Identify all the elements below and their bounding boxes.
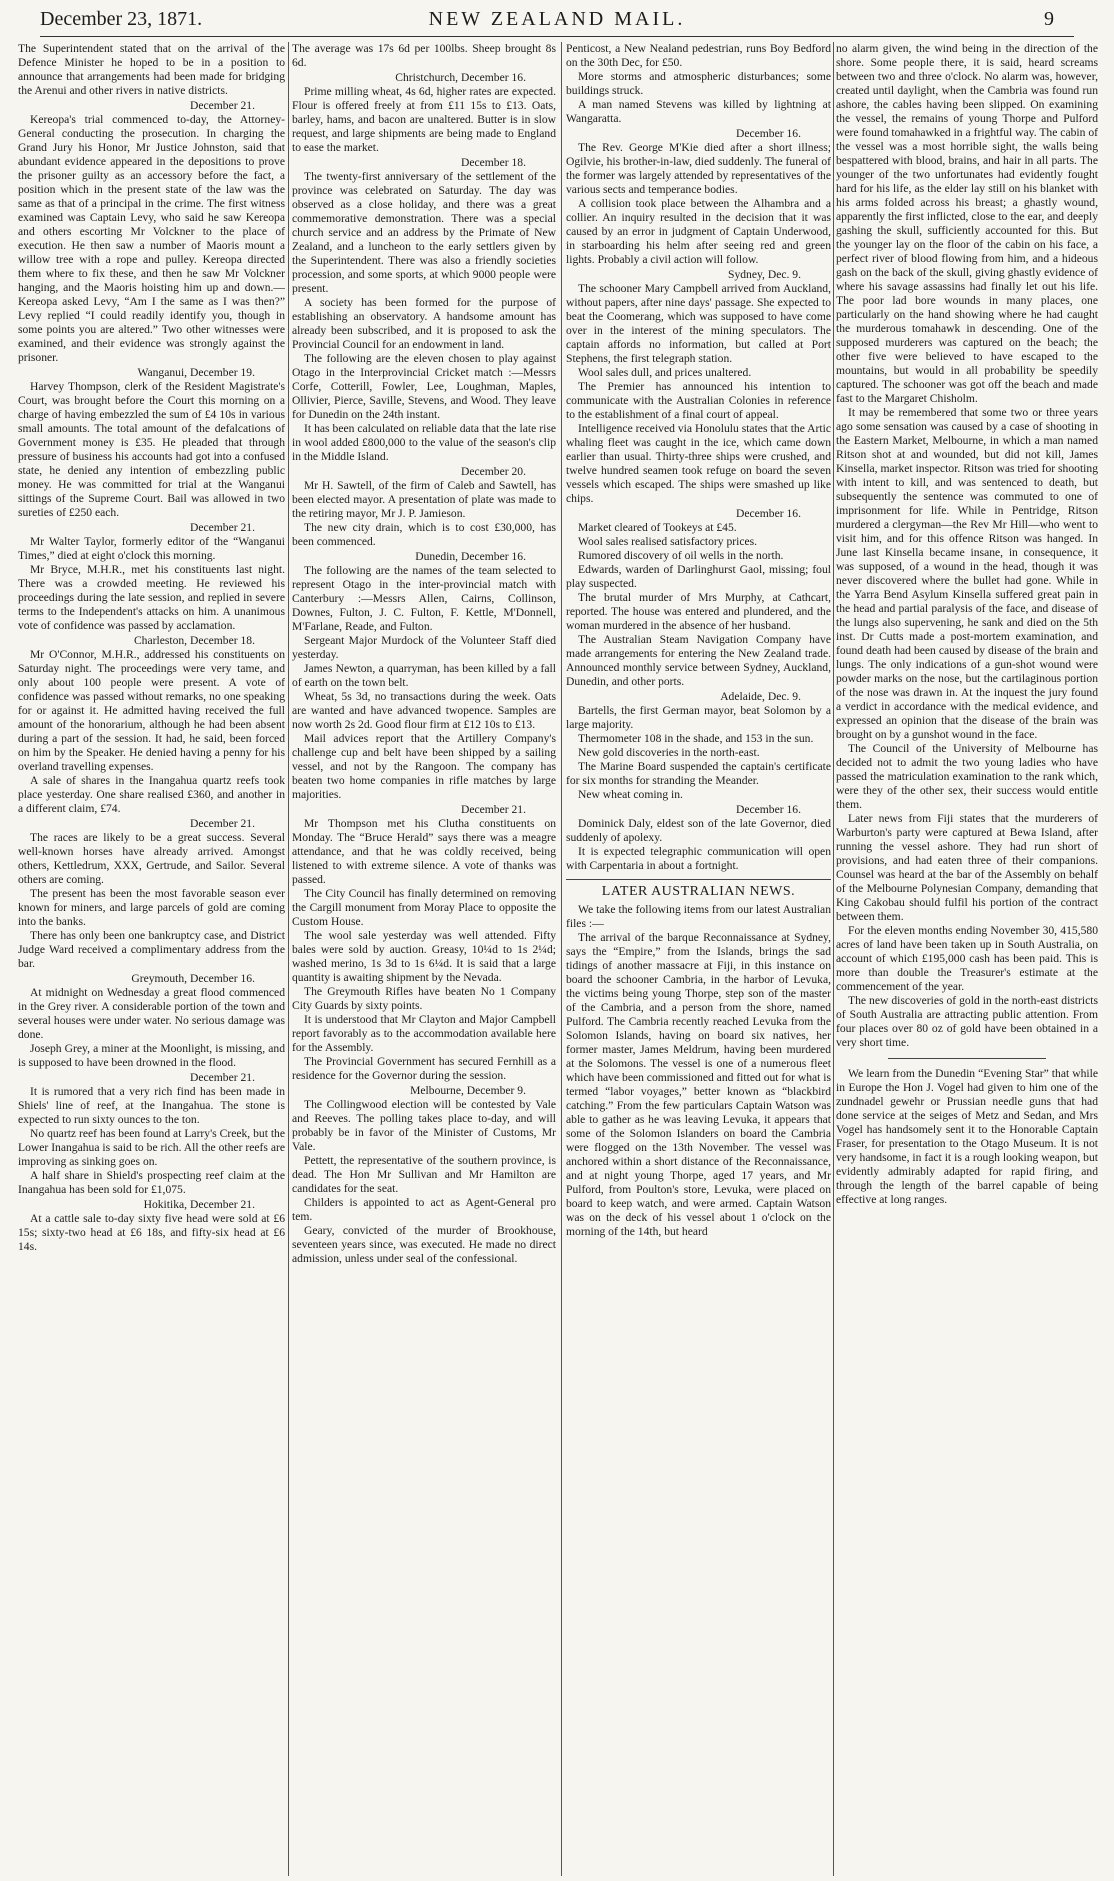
article-paragraph: It is expected telegraphic communication will open with Carpentaria in about a fortnight. xyxy=(566,845,831,872)
article-paragraph: Wheat, 5s 3d, no transactions during the week. Oats are wanted and have advanced twopence. Samples are now worth 2s 2d. Good flour firm at £12 10s to £13. xyxy=(292,690,556,731)
column-4 xyxy=(836,42,1098,1878)
article-paragraph: The average was 17s 6d per 100lbs. Sheep brought 8s 6d. xyxy=(292,42,556,69)
article-paragraph: Mr Bryce, M.H.R., met his constituents last night. There was a crowded meeting. He reviewed his proceedings during the late session, and replied in severe terms to the Independent's attacks on him. A unanimous vote of confidence was passed by acclamation. xyxy=(18,563,285,632)
dateline: Wanganui, December 19. xyxy=(137,366,255,379)
column-divider xyxy=(561,42,562,1876)
article-paragraph: Dominick Daly, eldest son of the late Governor, died suddenly of apolexy. xyxy=(566,817,831,844)
column-divider xyxy=(833,42,834,1876)
article-paragraph: The Marine Board suspended the captain's certificate for six months for stranding the Meander. xyxy=(566,760,831,787)
article-paragraph: Pettett, the representative of the southern province, is dead. The Hon Mr Sullivan and Mr Hamilton are candidates for the seat. xyxy=(292,1154,556,1195)
article-paragraph: The wool sale yesterday was well attended. Fifty bales were sold by auction. Greasy, 10¼d to 1s 2¼d; washed merino, 1s 3d to 1s 6¼d. It is said that a large quantity is awaiting shipment by the Nevada. xyxy=(292,929,556,984)
article-paragraph: For the eleven months ending November 30, 415,580 acres of land have been taken up in South Australia, on account of which £195,000 cash has been paid. This is more than double the Treasurer's estimate at the commencement of the year. xyxy=(836,924,1098,993)
article-paragraph: A man named Stevens was killed by lightning at Wangaratta. xyxy=(566,98,831,125)
article-paragraph: The Premier has announced his intention to communicate with the Australian Colonies in reference to the establishment of a final court of appeal. xyxy=(566,380,831,421)
dateline: December 21. xyxy=(189,521,255,534)
article-paragraph: Edwards, warden of Darlinghurst Gaol, missing; foul play suspected. xyxy=(566,563,831,590)
article-paragraph: The Superintendent stated that on the arrival of the Defence Minister he hoped to be in a position to announce that arrangements had been made for bridging the Arenui and other rivers in native districts. xyxy=(18,42,285,97)
article-paragraph: Market cleared of Tookeys at £45. xyxy=(578,521,737,534)
article-paragraph: Mr Thompson met his Clutha constituents on Monday. The “Bruce Herald” says there was a meagre attendance, and that he was coldly received, being listened to with extreme silence. A vote of thanks was passed. xyxy=(292,817,556,886)
article-paragraph: A half share in Shield's prospecting reef claim at the Inangahua has been sold for £1,075. xyxy=(18,1169,285,1196)
article-paragraph: New gold discoveries in the north-east. xyxy=(578,746,760,759)
article-paragraph: Penticost, a New Nealand pedestrian, runs Boy Bedford on the 30th Dec, for £50. xyxy=(566,42,831,69)
article-paragraph: It is rumored that a very rich find has been made in Shiels' line of reef, at the Inangahua. The stone is expected to run sixty ounces to the ton. xyxy=(18,1085,285,1126)
article-paragraph: Sergeant Major Murdock of the Volunteer Staff died yesterday. xyxy=(292,634,556,661)
article-paragraph: No quartz reef has been found at Larry's Creek, but the Lower Inangahua is said to be rich. All the other reefs are improving as sinking goes on. xyxy=(18,1127,285,1168)
article-paragraph: Mr H. Sawtell, of the firm of Caleb and Sawtell, has been elected mayor. A presentation of plate was made to the retiring mayor, Mr J. P. Jamieson. xyxy=(292,479,556,520)
dateline: Greymouth, December 16. xyxy=(131,972,255,985)
article-paragraph: A society has been formed for the purpose of establishing an observatory. A handsome amount has already been subscribed, and it is proposed to ask the Provincial Council for an endowment in land. xyxy=(292,296,556,351)
article-paragraph: The Rev. George M'Kie died after a short illness; Ogilvie, his brother-in-law, died suddenly. The funeral of the former was largely attended by representatives of the various sects and temperance bodies. xyxy=(566,141,831,196)
article-paragraph: The following are the names of the team selected to represent Otago in the inter-provincial match with Canterbury :—Messrs Allen, Cairns, Collinson, Downes, Fulton, J. C. Fulton, F. Kettle, M'Donnell, M'Farlane, Reade, and Fulton. xyxy=(292,564,556,633)
article-paragraph: Childers is appointed to act as Agent-General pro tem. xyxy=(292,1196,556,1223)
article-paragraph: Bartells, the first German mayor, beat Solomon by a large majority. xyxy=(566,704,831,731)
article-paragraph: New wheat coming in. xyxy=(578,788,683,801)
article-paragraph: There has only been one bankruptcy case, and District Judge Ward received a complimentary address from the bar. xyxy=(18,929,285,970)
article-paragraph: Mail advices report that the Artillery Company's challenge cup and belt have been shipped by a sailing vessel, and not by the Rangoon. The company has beaten two home companies in rifle matches by large majorities. xyxy=(292,732,556,801)
newspaper-title: NEW ZEALAND MAIL. xyxy=(428,8,686,30)
column-1 xyxy=(18,42,285,1878)
article-paragraph: The races are likely to be a great success. Several well-known horses have already arrived. Amongst others, Kettledrum, XXX, Gertrude, and Sailor. Several others are coming. xyxy=(18,831,285,886)
article-paragraph: Thermometer 108 in the shade, and 153 in the sun. xyxy=(578,732,814,745)
article-paragraph: Prime milling wheat, 4s 6d, higher rates are expected. Flour is offered freely at from £11 15s to £13. Oats, barley, hams, and bacon are unaltered. Butter is in slow request, and large shipments are being made to England to ease the market. xyxy=(292,85,556,154)
dateline: December 21. xyxy=(189,1071,255,1084)
article-paragraph: The arrival of the barque Reconnaissance at Sydney, says the “Empire,” from the Islands, brings the sad tidings of another massacre at Fiji, in this instance on board the schooner Cambria, in the harbor of Levuka, the victims being young Thorpe, step son of the master of the Cambria, and a person from the shore, named Pulford. The Cambria recently reached Levuka from the Solomon Islands, having on board six natives, her former master, James Meldrum, having been murdered at the Solomons. The vessel is one of a numerous fleet which have been commissioned and fitted out for what is termed “labor voyages,” better known as “blackbird catching.” From the few particulars Captain Watson was able to gather as he was leaving Levuka, it appears that some of the Solomon Islanders on board the Cambria were flogged on the 13th November. The vessel was anchored within a short distance of the Reconnaissance, and at night young Thorpe, aged 17 years, and Mr Pulford, from Poulton's store, Levuka, were placed on board to keep watch, and were armed. Captain Watson was on the deck of his vessel about 1 o'clock on the morning of the 14th, but heard xyxy=(566,931,831,1238)
dateline: December 21. xyxy=(189,99,255,112)
article-paragraph: A sale of shares in the Inangahua quartz reefs took place yesterday. One share realised £360, and another in a different claim, £74. xyxy=(18,774,285,815)
article-paragraph: A collision took place between the Alhambra and a collier. An inquiry resulted in the decision that it was caused by an error in judgment of Captain Underwood, in starboarding his helm after seeing red and green lights. Probably a civil action will follow. xyxy=(566,197,831,266)
article-paragraph: It is understood that Mr Clayton and Major Campbell report favorably as to the accommodation available here for the Assembly. xyxy=(292,1013,556,1054)
dateline: Sydney, Dec. 9. xyxy=(728,268,801,281)
dateline: December 20. xyxy=(460,465,526,478)
article-paragraph: James Newton, a quarryman, has been killed by a fall of earth on the town belt. xyxy=(292,662,556,689)
page-number: 9 xyxy=(1044,8,1054,30)
dateline: Melbourne, December 9. xyxy=(410,1084,526,1097)
dateline: Dunedin, December 16. xyxy=(415,550,526,563)
article-paragraph: It may be remembered that some two or three years ago some sensation was caused by a case of shooting in the Eastern Market, Melbourne, in which a man named Ritson shot at and wounded, but did not kill, James Kinsella, market inspector. Ritson was tried for shooting with intent to kill, and was sentenced to death, but subsequently the sentence was commuted to one of imprisonment for life. While in Pentridge, Ritson murdered a clergyman—the Rev Mr Hill—who went to visit him, and for this offence Ritson was hanged. In June last Kinsella became insane, in consequence, it was supposed, of a wound in the head, though it was never discovered where the bullet had gone. While in the Yarra Bend Asylum Kinsella suffered great pain in the head and partial paralysis of the face, and disease of the lungs also supervening, he sank and died on the 5th inst. Dr Cutts made a post-mortem examination, and found death had been caused by disease of the brain and lungs. The only indications of a gun-shot wound were powder marks on the nose, but the cartilaginous portion of the nose was drawn in. At the inquest the jury found a verdict in accordance with the medical evidence, and expressed an opinion that the disease of the brain was brought on by a gunshot wound in the face. xyxy=(836,406,1098,741)
article-paragraph: Rumored discovery of oil wells in the north. xyxy=(578,549,784,562)
dateline: Hokitika, December 21. xyxy=(143,1198,255,1211)
section-heading: LATER AUSTRALIAN NEWS. xyxy=(566,879,831,899)
article-paragraph: It has been calculated on reliable data that the late rise in wool added £800,000 to the value of the season's clip in the Middle Island. xyxy=(292,422,556,463)
column-divider xyxy=(288,42,289,1876)
article-paragraph: Mr Walter Taylor, formerly editor of the “Wanganui Times,” died at eight o'clock this morning. xyxy=(18,535,285,562)
dateline: Adelaide, Dec. 9. xyxy=(720,690,801,703)
article-paragraph: Mr O'Connor, M.H.R., addressed his constituents on Saturday night. The proceedings were very tame, and only about 100 people were present. A vote of confidence was passed without remarks, no one speaking for or against it. He admitted having received the full amount of the honorarium, although he had been absent during a part of the session. It had, he said, been forced on him by the Speaker. He denied having a penny for his overland travelling expenses. xyxy=(18,648,285,773)
article-paragraph: The Council of the University of Melbourne has decided not to admit the two young ladies who have passed the matriculation examination to the rank which, were they of the other sex, their success would entitle them. xyxy=(836,742,1098,811)
masthead xyxy=(40,6,1074,37)
article-paragraph: The Greymouth Rifles have beaten No 1 Company City Guards by sixty points. xyxy=(292,985,556,1012)
article-paragraph: We take the following items from our latest Australian files :— xyxy=(566,903,831,930)
section-rule xyxy=(888,1058,1045,1059)
article-paragraph: Harvey Thompson, clerk of the Resident Magistrate's Court, was brought before the Court this morning on a charge of having embezzled the sum of £4 10s in various small amounts. The total amount of the defalcations of Government money is £35. He pleaded that through pressure of business his accounts had got into a confused state, he denied any intention of embezzling public money. He was committed for trial at the Wanganui sittings of the Supreme Court. Bail was allowed in two sureties of £250 each. xyxy=(18,380,285,519)
dateline: December 16. xyxy=(735,127,801,140)
article-paragraph: The Provincial Government has secured Fernhill as a residence for the Governor during the session. xyxy=(292,1055,556,1082)
article-paragraph: Later news from Fiji states that the murderers of Warburton's party were captured at Bewa Island, after running the vessel ashore. They had run short of provisions, and had eaten three of their companions. Counsel was heard at the bar of the Assembly on behalf of the Melbourne Polynesian Company, demanding that King Cakobau should fulfil his portion of the contract between them. xyxy=(836,812,1098,923)
dateline: December 21. xyxy=(189,817,255,830)
dateline: Christchurch, December 16. xyxy=(395,71,526,84)
dateline: December 18. xyxy=(460,156,526,169)
article-paragraph: More storms and atmospheric disturbances; some buildings struck. xyxy=(566,70,831,97)
article-paragraph: The new city drain, which is to cost £30,000, has been commenced. xyxy=(292,521,556,548)
article-paragraph: Wool sales dull, and prices unaltered. xyxy=(578,366,752,379)
article-paragraph: At a cattle sale to-day sixty five head were sold at £6 15s; sixty-two head at £6 18s, and fifty-six head at £6 14s. xyxy=(18,1212,285,1253)
dateline: December 21. xyxy=(460,803,526,816)
article-paragraph: Joseph Grey, a miner at the Moonlight, is missing, and is supposed to have been drowned in the flood. xyxy=(18,1042,285,1069)
article-paragraph: The new discoveries of gold in the north-east districts of South Australia are attracting public attention. From four places over 80 oz of gold have been obtained in a very short time. xyxy=(836,994,1098,1049)
article-paragraph: We learn from the Dunedin “Evening Star” that while in Europe the Hon J. Vogel had given to him one of the zundnadel gewehr or Prussian needle guns that had done service at the seiges of Metz and Sedan, and Mrs Vogel has handsomely sent it to the Honorable Captain Fraser, for presentation to the Otago Museum. It is not very handsome, in fact it is a rough looking weapon, but evidently admirably adapted for rapid firing, and through the length of the barrel capable of being effective at long ranges. xyxy=(836,1067,1098,1206)
article-paragraph: At midnight on Wednesday a great flood commenced in the Grey river. A considerable portion of the town and several houses were under water. No serious damage was done. xyxy=(18,986,285,1041)
article-paragraph: The present has been the most favorable season ever known for miners, and large parcels of gold are coming into the banks. xyxy=(18,887,285,928)
article-paragraph: The twenty-first anniversary of the settlement of the province was celebrated on Saturday. The day was observed as a close holiday, and there was a great commemorative demonstration. There was a special church service and an address by the Primate of New Zealand, and a luncheon to the early settlers given by the Superintendent. There was also a friendly societies procession, and some sports, at which 9000 people were present. xyxy=(292,170,556,295)
dateline: December 16. xyxy=(735,803,801,816)
issue-date: December 23, 1871. xyxy=(40,8,203,30)
column-3 xyxy=(566,42,831,1878)
article-paragraph: The City Council has finally determined on removing the Cargill monument from Moray Place to opposite the Custom House. xyxy=(292,887,556,928)
article-paragraph: The Australian Steam Navigation Company have made arrangements for entering the New Zealand trade. Announced monthly service between Sydney, Auckland, Dunedin, and other ports. xyxy=(566,633,831,688)
article-paragraph: no alarm given, the wind being in the direction of the shore. Some people there, it is said, heard screams between two and three o'clock. No alarm was, however, created until daylight, when the Cambria was found run ashore, the cables having been slipped. On examining the vessel, the remains of young Thorpe and Pulford were found tomahawked in a frightful way. The cabin of the vessel was a most horrible sight, the walls being bespattered with blood, brains, and hair in all parts. The younger of the two unfortunates had evidently fought hard for his life, as the elder lay still on his blanket with his arms folded across his breast; a ghastly wound, apparently the first inflicted, close to the ear, and deeply gashing the skull, sufficiently accounted for this. But the younger lay on the floor of the cabin on his face, a perfect river of blood flowing from him, and a hideous gash on the back of the skull, giving ghastly evidence of where his savage assassins had finally let out his life. The poor lad bore wounds in many places, one particularly on the hand showing where he had caught the murderous tomahawk in descending. One of the supposed murderers was captured on the beach; the other five were believed to have escaped to the mountains, but would in all probability be speedily captured. The schooner was got off the beach and made fast to the Margaret Chisholm. xyxy=(836,42,1098,405)
column-2 xyxy=(292,42,556,1878)
article-paragraph: The brutal murder of Mrs Murphy, at Cathcart, reported. The house was entered and plundered, and the woman murdered in the absence of her husband. xyxy=(566,591,831,632)
article-paragraph: Kereopa's trial commenced to-day, the Attorney-General conducting the prosecution. In charging the Grand Jury his Honor, Mr Justice Johnston, said that abundant evidence appeared in the depositions to prove the prisoner guilty as an accessory before the fact, a position which in the present state of the law was the same as that of a principal in the crime. The first witness examined was Captain Levy, who said he saw Kereopa and others escorting Mr Volckner to the place of execution. He then saw a number of Maoris mount a willow tree with a rope and pulley. Kereopa directed them where to fix these, and then he saw Mr Volckner hanging, and the Maoris hoisting him up and down.—Kereopa asked Levy, “Am I the same as I was then?” Levy replied “I could readily identify you, though in some points you are altered.” Two other witnesses were examined, and their evidence was strongly against the prisoner. xyxy=(18,113,285,364)
article-paragraph: Wool sales realised satisfactory prices. xyxy=(578,535,758,548)
article-paragraph: The following are the eleven chosen to play against Otago in the Interprovincial Cricket match :—Messrs Corfe, Cotterill, Fowler, Lee, Loughman, Maples, Ollivier, Pierce, Saville, Stevens, and Wood. They leave for Dunedin on the 24th instant. xyxy=(292,352,556,421)
article-paragraph: Geary, convicted of the murder of Brookhouse, seventeen years since, was executed. He made no direct admission, unless under seal of the confessional. xyxy=(292,1224,556,1265)
dateline: Charleston, December 18. xyxy=(133,634,255,647)
article-paragraph: The schooner Mary Campbell arrived from Auckland, without papers, after nine days' passage. She expected to beat the Coomerang, which was supposed to have come over in the interest of the mining speculators. The captain affords no information, but called at Port Stephens, the first telegraph station. xyxy=(566,282,831,365)
article-paragraph: The Collingwood election will be contested by Vale and Reeves. The polling takes place to-day, and will probably be in favor of the Minister of Customs, Mr Vale. xyxy=(292,1098,556,1153)
article-paragraph: Intelligence received via Honolulu states that the Artic whaling fleet was caught in the ice, which came down earlier than usual. Thirty-three ships were crushed, and twelve hundred seamen took refuge on board the seven vessels which escaped. The ships were smashed up like chips. xyxy=(566,422,831,505)
dateline: December 16. xyxy=(735,507,801,520)
